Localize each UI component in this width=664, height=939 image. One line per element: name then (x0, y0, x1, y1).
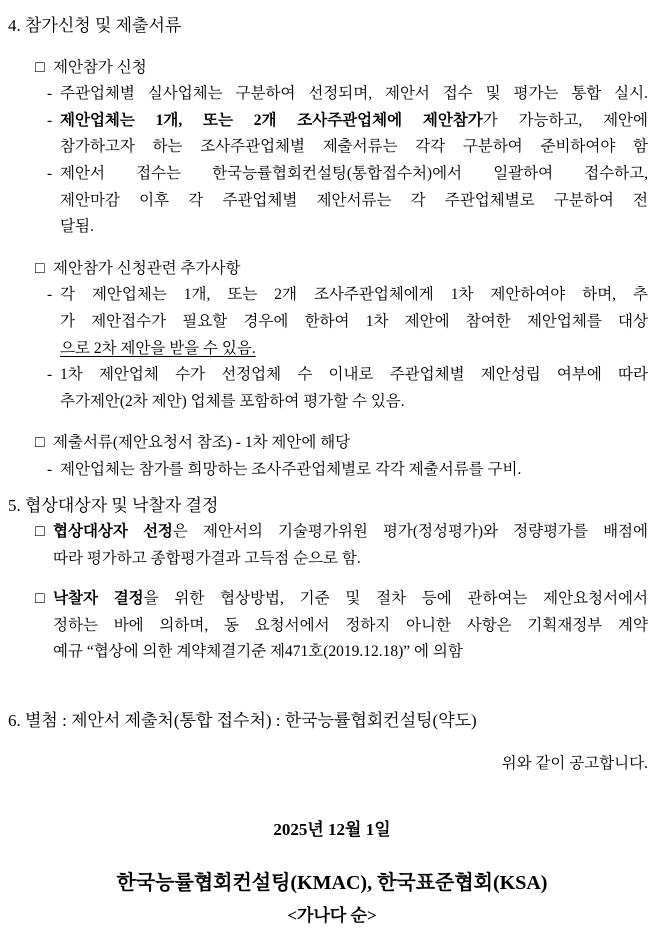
list-item (0, 282, 664, 309)
checkbox-bullet-icon: □ (35, 434, 45, 452)
continuation-line (0, 134, 664, 161)
text-run: 참가하고자 하는 조사주관업체별 제출서류는 각각 구분하여 준비하여야 함 (60, 138, 648, 156)
text-run: 제안서 접수는 한국능률협회컨설팅(통합접수처)에서 일괄하여 접수하고, (60, 164, 648, 182)
list-item (0, 161, 664, 188)
section-6-heading (0, 708, 664, 735)
text-run: 을 위한 협상방법, 기준 및 절차 등에 관하여는 제안요청서에서 (143, 590, 648, 608)
continuation-line (0, 546, 664, 573)
text-run: 각 제안업체는 1개, 또는 2개 조사주관업체에게 1차 제안하여야 하며, 추 (60, 286, 648, 304)
dash-bullet-icon: - (47, 111, 53, 129)
checkbox-item (0, 519, 664, 546)
continuation-line (0, 214, 664, 241)
checkbox-bullet-icon: □ (35, 58, 45, 76)
text-run: 5. 협상대상자 및 낙찰자 결정 (8, 495, 219, 515)
dash-bullet-icon: - (47, 286, 53, 304)
text-run: 위와 같이 공고합니다. (501, 754, 648, 772)
checkbox-item-title (0, 55, 664, 82)
text-run: 가 가능하고, 제안에 (482, 111, 648, 129)
dash-bullet-icon: - (47, 164, 53, 182)
text-run: 협상대상자 선정 (53, 523, 173, 541)
section-4-heading (0, 13, 664, 40)
section-5-heading (0, 493, 664, 520)
text-run: 가 제안접수가 필요할 경우에 한하여 1차 제안에 참여한 제안업체를 대상 (60, 312, 648, 330)
text-run: 제안마감 이후 각 주관업체별 제안서류는 각 주관업체별로 구분하여 전 (60, 191, 648, 209)
continuation-line (0, 639, 664, 666)
checkbox-bullet-icon: □ (35, 523, 45, 541)
text-run: 은 제안서의 기술평가위원 평가(정성평가)와 정량평가를 배점에 (172, 523, 648, 541)
dash-bullet-icon: - (47, 460, 53, 478)
dash-bullet-icon: - (47, 85, 53, 103)
checkbox-bullet-icon: □ (35, 259, 45, 277)
continuation-line (0, 613, 664, 640)
text-run: 주관업체별 실사업체는 구분하여 선정되며, 제안서 접수 및 평가는 통합 실시. (60, 85, 648, 103)
continuation-line (0, 188, 664, 215)
text-run: 1차 제안업체 수가 선정업체 수 이내로 주관업체별 제안성립 여부에 따라 (60, 366, 648, 384)
text-run: 제출서류(제안요청서 참조) - 1차 제안에 해당 (53, 434, 351, 452)
list-item (0, 362, 664, 389)
continuation-line (0, 336, 664, 363)
checkbox-item-title (0, 430, 664, 457)
list-item (0, 81, 664, 108)
continuation-line (0, 309, 664, 336)
sort-order-note (0, 903, 664, 930)
checkbox-item (0, 586, 664, 613)
text-run: 제안참가 신청관련 추가사항 (53, 259, 241, 277)
text-run: 제안참가 신청 (53, 58, 147, 76)
text-run: 추가제안(2차 제안) 업체를 포함하여 평가할 수 있음. (60, 392, 405, 410)
checkbox-bullet-icon: □ (35, 590, 45, 608)
checkbox-item-title (0, 256, 664, 283)
closing-statement (0, 751, 664, 778)
text-run: 예규 “협상에 의한 계약체결기준 제471호(2019.12.18)” 에 의함 (53, 643, 463, 661)
text-run: 으로 2차 제안을 받을 수 있음. (60, 339, 256, 357)
text-run: 정하는 바에 의하며, 동 요청서에서 정하지 아니한 사항은 기획재정부 계약 (53, 616, 648, 634)
text-run: 낙찰자 결정 (53, 590, 144, 608)
text-run: 따라 평가하고 종합평가결과 고득점 순으로 함. (53, 549, 361, 567)
text-run: 6. 별첨 : 제안서 제출처(통합 접수처) : 한국능률협회컨설팅(약도) (8, 711, 477, 731)
text-run: 2025년 12월 1일 (273, 820, 391, 840)
list-item (0, 457, 664, 484)
continuation-line (0, 389, 664, 416)
text-run: 제안업체는 1개, 또는 2개 조사주관업체에 제안참가 (60, 111, 483, 129)
text-run: 4. 참가신청 및 제출서류 (8, 16, 182, 35)
list-item (0, 108, 664, 135)
date-line (0, 817, 664, 844)
text-run: <가나다 순> (287, 906, 377, 926)
text-run: 한국능률협회컨설팅(KMAC), 한국표준협회(KSA) (116, 871, 548, 894)
dash-bullet-icon: - (47, 366, 53, 384)
text-run: 제안업체는 참가를 희망하는 조사주관업체별로 각각 제출서류를 구비. (60, 460, 522, 478)
text-run: 달됨. (60, 218, 94, 236)
organization-line (0, 870, 664, 897)
